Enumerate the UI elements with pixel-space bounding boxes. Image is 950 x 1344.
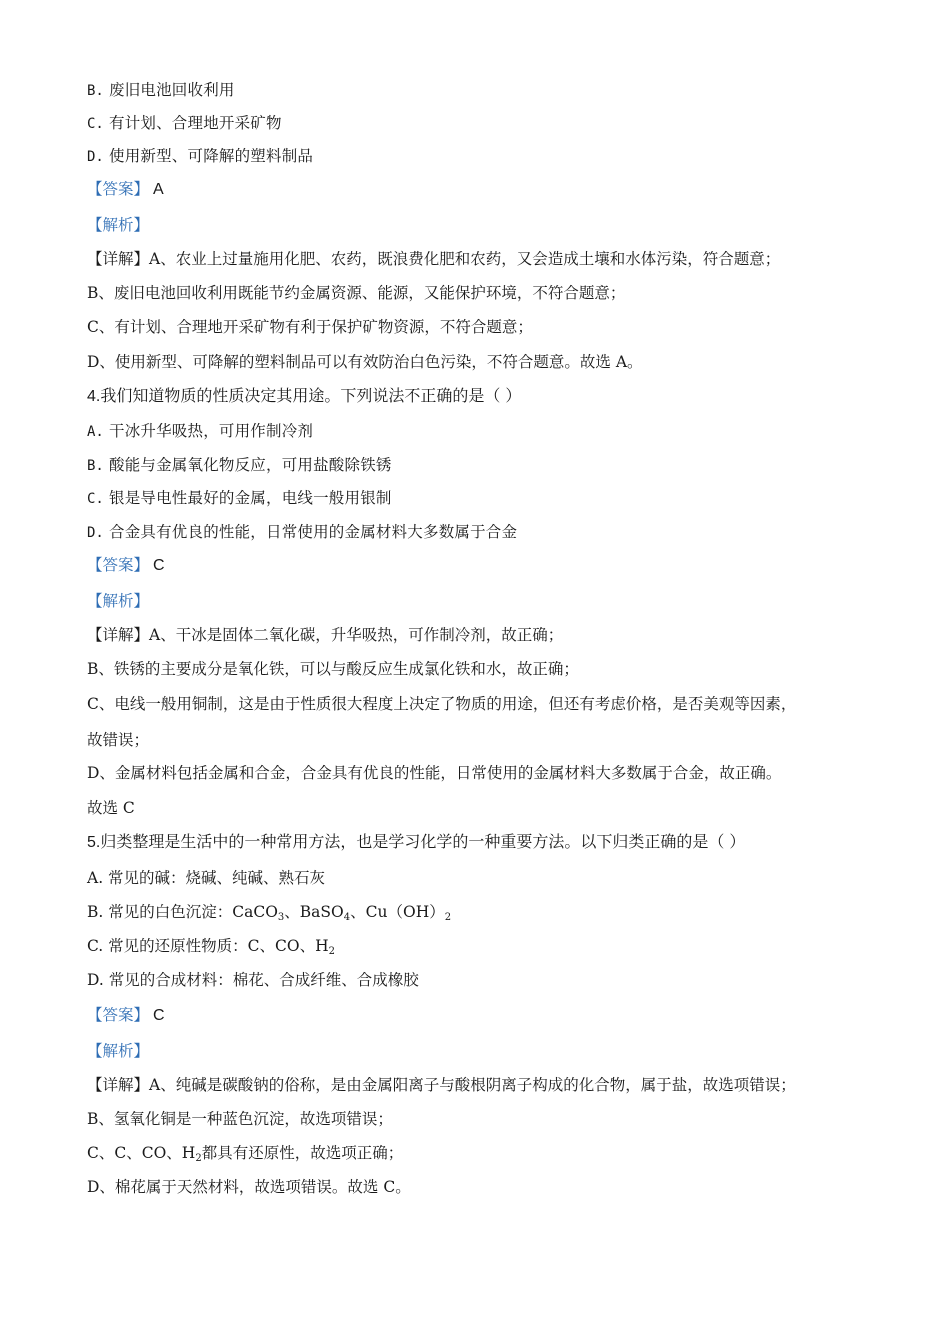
option-label: C. [87, 116, 104, 132]
answer-tag: 【答案】 [87, 180, 150, 198]
q3-detail-b: B、废旧电池回收利用既能节约金属资源、能源，又能保护环境，不符合题意； [87, 284, 626, 302]
q5-option-d: D. 常见的合成材料：棉花、合成纤维、合成橡胶 [87, 971, 419, 989]
q4-detail-d: D、金属材料包括金属和合金，合金具有优良的性能，日常使用的金属材料大多数属于合金，故正确。 [87, 764, 782, 782]
q4-answer: 【答案】 C [87, 556, 165, 574]
q5-option-b: B. 常见的白色沉淀：CaCO$_3$、BaSO$_4$、$Cu(OH)_2$ [87, 903, 452, 923]
q3-analysis-tag: 【解析】 [87, 216, 150, 234]
q4-option-d: D. 合金具有优良的性能，日常使用的金属材料大多数属于合金 [87, 523, 518, 541]
q3-option-d [87, 145, 313, 167]
q5-detail-a: 【详解】A、纯碱是碳酸钠的俗称，是由金属阳离子与酸根阴离子构成的化合物，属于盐，故选项错误； [87, 1076, 796, 1094]
q4-detail-c: C、电线一般用铜制，这是由于性质很大程度上决定了物质的用途，但还有考虑价格，是否美观等因素， [87, 695, 797, 713]
question-text: 我们知道物质的性质决定其用途。下列说法不正确的是（ ） [100, 386, 522, 405]
q4-stem [87, 385, 521, 407]
q4-detail-b: B、铁锈的主要成分是氧化铁，可以与酸反应生成氯化铁和水，故正确； [87, 660, 579, 678]
q3-detail-a: 【详解】A、农业上过量施用化肥、农药，既浪费化肥和农药，又会造成土壤和水体污染，符合题意； [87, 250, 781, 268]
option-text: 有计划、合理地开采矿物 [109, 114, 282, 132]
option-text: 废旧电池回收利用 [109, 81, 235, 99]
q4-option-b: B. 酸能与金属氧化物反应，可用盐酸除铁锈 [87, 456, 392, 474]
option-text: 使用新型、可降解的塑料制品 [109, 147, 314, 165]
option-label: D. [87, 149, 104, 165]
q5-detail-d: D、棉花属于天然材料，故选项错误。故选 C。 [87, 1178, 411, 1196]
q5-option-a: A. 常见的碱：烧碱、纯碱、熟石灰 [87, 869, 326, 887]
detail-tag: 【详解】 [87, 250, 150, 268]
q5-answer: 【答案】 C [87, 1006, 165, 1024]
q4-detail-a: 【详解】A、干冰是固体二氧化碳，升华吸热，可作制冷剂，故正确； [87, 626, 564, 644]
q5-detail-c: C、C、CO、$H_2$都具有还原性，故选项正确； [87, 1144, 404, 1164]
q4-option-c: C. 银是导电性最好的金属，电线一般用银制 [87, 489, 392, 507]
q5-detail-b: B、氢氧化铜是一种蓝色沉淀，故选项错误； [87, 1110, 393, 1128]
q3-detail-d: D、使用新型、可降解的塑料制品可以有效防治白色污染，不符合题意。故选 A。 [87, 353, 643, 371]
q3-detail-c: C、有计划、合理地开采矿物有利于保护矿物资源，不符合题意； [87, 318, 533, 336]
question-number: 4. [87, 388, 101, 405]
q3-option-c [87, 112, 282, 134]
q5-option-c: C. 常见的还原性物质：C、CO、$H_2$ [87, 937, 335, 957]
option-label: B. [87, 83, 104, 99]
q3-option-b [87, 79, 235, 101]
q5-stem: 5.归类整理是生活中的一种常用方法，也是学习化学的一种重要方法。以下归类正确的是（ ） [87, 832, 746, 851]
answer-value: A [153, 181, 164, 198]
q4-detail-c-cont: 故错误； [87, 731, 150, 749]
q5-analysis-tag: 【解析】 [87, 1042, 150, 1060]
q4-conclusion: 故选 C [87, 799, 135, 817]
q4-analysis-tag: 【解析】 [87, 592, 150, 610]
q4-option-a: A. 干冰升华吸热，可用作制冷剂 [87, 422, 314, 440]
q3-answer [87, 178, 164, 200]
